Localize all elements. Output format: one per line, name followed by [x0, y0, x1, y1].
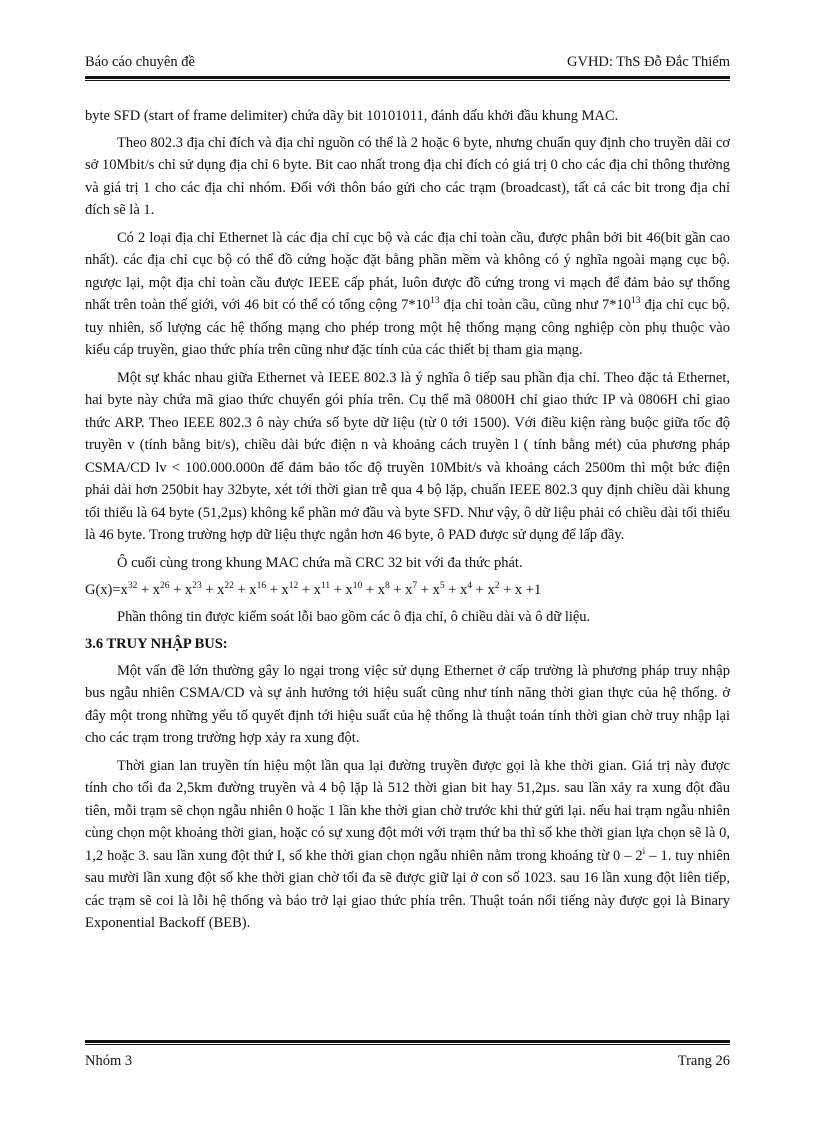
footer-rule — [85, 1040, 730, 1045]
formula-term: + x — [233, 582, 257, 598]
formula-exponent: 10 — [352, 581, 363, 592]
formula-term: + x — [298, 582, 321, 598]
formula-exponent: 11 — [320, 581, 331, 592]
formula-exponent: 5 — [439, 581, 445, 592]
paragraph-address-types — [85, 227, 730, 362]
paragraph-crc: Ô cuối cùng trong khung MAC chứa mã CRC 32 bit với đa thức phát. — [117, 554, 523, 571]
formula-exponent: 32 — [127, 581, 138, 592]
crc-polynomial-formula — [85, 579, 730, 602]
paragraph-address-length: Theo 802.3 địa chỉ đích và địa chỉ nguồn có thể là 2 hoặc 6 byte, nhưng chuẩn quy định cho truyền dãi cơ sở 10Mbit/s chỉ sử dụng địa chỉ 6 byte. Bit cao nhất trong địa chỉ đích có giá trị 0 cho các địa chỉ thông thường và giá trị 1 cho các địa chỉ nhóm. Đối với thôn báo gửi cho các trạm (broadcast), tất cả các bit trong địa chỉ đích sẽ là 1. — [85, 134, 730, 218]
formula-term: + x — [472, 582, 495, 598]
paragraph-slot-time — [85, 755, 730, 935]
formula-term: + x — [330, 582, 353, 598]
page-footer — [85, 1053, 730, 1073]
formula-term: + x — [417, 582, 440, 598]
header-supervisor: GVHD: ThS Đỗ Đắc Thiểm — [567, 54, 730, 70]
superscript: 13 — [430, 296, 440, 307]
formula-term: + x — [362, 582, 385, 598]
page-content — [85, 105, 730, 940]
header-title: Báo cáo chuyên đề — [85, 54, 195, 70]
section-heading: 3.6 TRUY NHẬP BUS: — [85, 636, 228, 652]
footer-group: Nhóm 3 — [85, 1053, 133, 1069]
formula-term: + x — [389, 582, 413, 598]
formula-term: + x — [137, 582, 160, 598]
superscript: 13 — [630, 296, 641, 307]
superscript: i — [642, 846, 646, 857]
formula-exponent: 23 — [192, 581, 202, 592]
formula-term: + x — [169, 582, 193, 598]
paragraph-text: Thời gian lan truyền tín hiệu một lần qua lại đường truyền được gọi là khe thời gian. Giá trị này được tính cho tối đa 2,5km đường truyền và 4 bộ lặp là 512 thời gian bit hay 51,2µs. sau lần xảy ra xung đột đầu tiên, mỗi trạm sẽ chọn ngẫu nhiên 0 hoặc 1 lần khe thời gian chờ trước khi thử gửi lại. nếu hai trạm ngẫu nhiên cùng chọn một khoảng thời gian, hoặc có sự xung đột mới với trạm thứ ba thì số khe thời gian lựa chọn sẽ là 0, 1,2 hoặc 3. sau lần xung đột thứ I, số khe thời gian chọn ngẫu nhiên nằm trong khoảng từ 0 – 2 — [85, 757, 730, 864]
paragraph-text: – 1. tuy nhiên sau mười lần xung đột số khe thời gian chờ tối đa sẽ được giữ lại ở con số 1023. sau 16 lần xung đột liên tiếp, các trạm sẽ coi là lỗi hệ thống và báo trở lại giao thức phía trên. Thuật toán nổi tiếng này được gọi là Binary Exponential Backoff (BEB). — [85, 847, 730, 931]
page-header — [85, 54, 730, 74]
paragraph-error-check: Phần thông tin được kiểm soát lỗi bao gồm các ô địa chỉ, ô chiều dài và ô dữ liệu. — [117, 608, 591, 625]
formula-term: + x +1 — [499, 582, 542, 598]
formula-exponent: 26 — [160, 581, 170, 592]
formula-term: + x — [266, 582, 289, 598]
paragraph-ethernet-vs-ieee: Một sự khác nhau giữa Ethernet và IEEE 802.3 là ý nghĩa ô tiếp sau phần địa chỉ. Theo đặc tả Ethernet, hai byte này chứa mã giao thức chuyển gói phía trên. Cụ thể mã 0800H chỉ giao thức IP và 0806H chỉ giao thức ARP. Theo IEEE 802.3 ô này chứa số byte dữ liệu (từ 0 tới 1500). Với điều kiện ràng buộc giữa tốc độ truyền v (tính bằng bit/s), chiều dài bức điện n và khoảng cách truyền l ( tính bằng mét) của phương pháp CSMA/CD lv < 100.000.000n để đảm bảo tốc độ truyền 10Mbit/s và khoảng cách 2500m thì một bức điện phải dài hơn 250bit hay 32byte, xét tới thời gian trễ qua 4 bộ lặp, chuẩn IEEE 802.3 quy định chiều dài khung tối thiểu là 64 byte (51,2µs) không kể phần mở đầu và byte SFD. Như vậy, ô dữ liệu phải có chiều dài tối thiểu là 46 byte. Trong trường hợp dữ liệu thực ngắn hơn 46 byte, ô PAD được sử dụng để lấp đầy. — [85, 369, 730, 543]
formula-exponent: 22 — [224, 581, 234, 592]
formula-term: + x — [201, 582, 225, 598]
paragraph-text: Có 2 loại địa chỉ Ethernet là các địa chỉ cục bộ và các địa chỉ toàn cầu, được phân bởi bit 46(bit gần cao nhất). các địa chỉ cục bộ có thể đồ cứng hoặc đặt bằng phần mềm và không có ý nghĩa ngoài mạng cục bộ. ngược lại, một địa chỉ toàn cầu được IEEE cấp phát, luôn được đồ cứng trong vi mạch để đảm bảo sự thống nhất trên toàn thế giới, với 46 bit có thể có tổng cộng 7*10 — [85, 229, 730, 313]
formula-term: + x — [444, 582, 468, 598]
formula-exponent: 2 — [494, 581, 500, 592]
formula-term: G(x)=x — [85, 582, 128, 598]
formula-exponent: 12 — [288, 581, 299, 592]
paragraph-sfd: byte SFD (start of frame delimiter) chứa dãy bit 10101011, đánh dấu khởi đầu khung MAC. — [85, 108, 619, 124]
formula-exponent: 7 — [412, 581, 418, 592]
paragraph-bus-access: Một vấn đề lớn thường gây lo ngại trong việc sử dụng Ethernet ở cấp trường là phương pháp truy nhập bus ngẫu nhiên CSMA/CD và sự ảnh hưởng tới hiệu suất cũng như tính năng thời gian thực của hệ thống. ở đây một trong những yếu tố quyết định tới hiệu suất của hệ thống là thuật toán tính thời gian chờ truy nhập lại cho các trạm trong trường hợp xảy ra xung đột. — [85, 662, 730, 746]
formula-exponent: 16 — [256, 581, 267, 592]
paragraph-text: địa chỉ toàn cầu, cũng như 7*10 — [439, 297, 631, 313]
page-number: Trang 26 — [677, 1053, 730, 1069]
formula-exponent: 4 — [467, 581, 473, 592]
formula-exponent: 8 — [384, 581, 390, 592]
header-rule — [85, 76, 730, 81]
paragraph-text: địa chỉ cục bộ. tuy nhiên, số lượng các hệ thống mạng cho phép trong một hệ thống mạng công nghiệp còn phụ thuộc vào kiểu cáp truyền, giao thức phía trên cũng như đặc tính của các thiết bị tham gia mạng. — [85, 297, 730, 358]
